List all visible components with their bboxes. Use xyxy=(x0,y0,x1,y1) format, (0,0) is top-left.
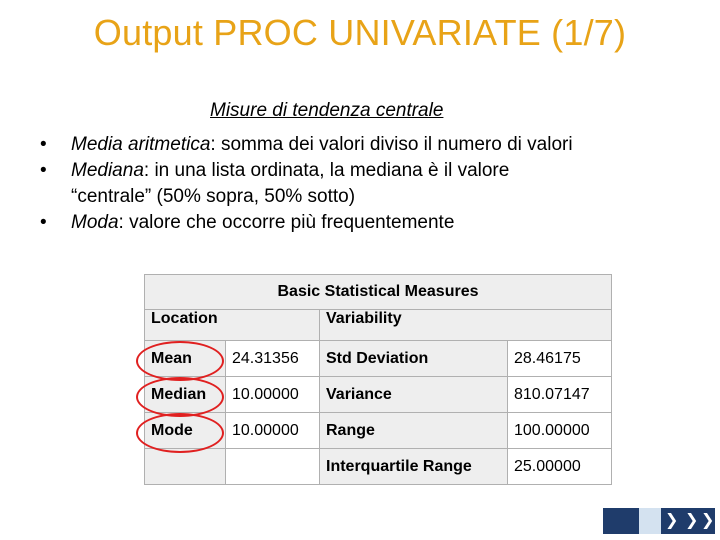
variability-label: Std Deviation xyxy=(320,341,508,377)
bullet-dot: • xyxy=(40,160,47,181)
nav-current-marker xyxy=(639,508,661,534)
location-label: Mode xyxy=(145,413,226,449)
bullet-continuation: “centrale” (50% sopra, 50% sotto) xyxy=(71,186,356,207)
location-value: 10.00000 xyxy=(226,413,320,449)
location-value: 24.31356 xyxy=(226,341,320,377)
location-label: Median xyxy=(145,377,226,413)
location-label: Mean xyxy=(145,341,226,377)
variability-label: Variance xyxy=(320,377,508,413)
variability-value: 100.00000 xyxy=(508,413,612,449)
location-value: 10.00000 xyxy=(226,377,320,413)
variability-header: Variability xyxy=(320,310,612,341)
variability-label: Range xyxy=(320,413,508,449)
basic-statistical-measures-table xyxy=(144,274,612,485)
median-highlight-circle xyxy=(136,377,224,417)
bullet-item-moda xyxy=(40,210,700,236)
bullet-list xyxy=(40,132,700,236)
slide-navigation-bar[interactable] xyxy=(603,508,715,534)
table-caption: Basic Statistical Measures xyxy=(145,275,612,310)
location-header: Location xyxy=(145,310,320,341)
table-row xyxy=(145,449,612,485)
section-subheading: Misure di tendenza centrale xyxy=(210,100,444,121)
bullet-term: Moda xyxy=(71,212,119,233)
chevron-right-icon[interactable]: ❯ xyxy=(685,512,699,529)
bullet-term: Mediana xyxy=(71,160,144,181)
location-label xyxy=(145,449,226,485)
mean-highlight-circle xyxy=(136,341,224,381)
slide-title: Output PROC UNIVARIATE (1/7) xyxy=(93,12,627,53)
bullet-term: Media aritmetica xyxy=(71,134,211,155)
location-value xyxy=(226,449,320,485)
bullet-text: : valore che occorre più frequentemente xyxy=(118,212,455,233)
bullet-dot: • xyxy=(40,212,47,233)
bullet-dot: • xyxy=(40,134,47,155)
chevron-right-icon[interactable]: ❯ xyxy=(665,512,679,529)
variability-label: Interquartile Range xyxy=(320,449,508,485)
variability-value: 810.07147 xyxy=(508,377,612,413)
mode-highlight-circle xyxy=(136,413,224,453)
bullet-item-media xyxy=(40,132,700,158)
variability-value: 28.46175 xyxy=(508,341,612,377)
chevron-right-icon[interactable]: ❯ xyxy=(701,512,715,529)
variability-value: 25.00000 xyxy=(508,449,612,485)
bullet-text: : in una lista ordinata, la mediana è il valore xyxy=(143,160,510,181)
bullet-text: : somma dei valori diviso il numero di valori xyxy=(210,134,573,155)
bullet-item-mediana xyxy=(40,158,700,210)
